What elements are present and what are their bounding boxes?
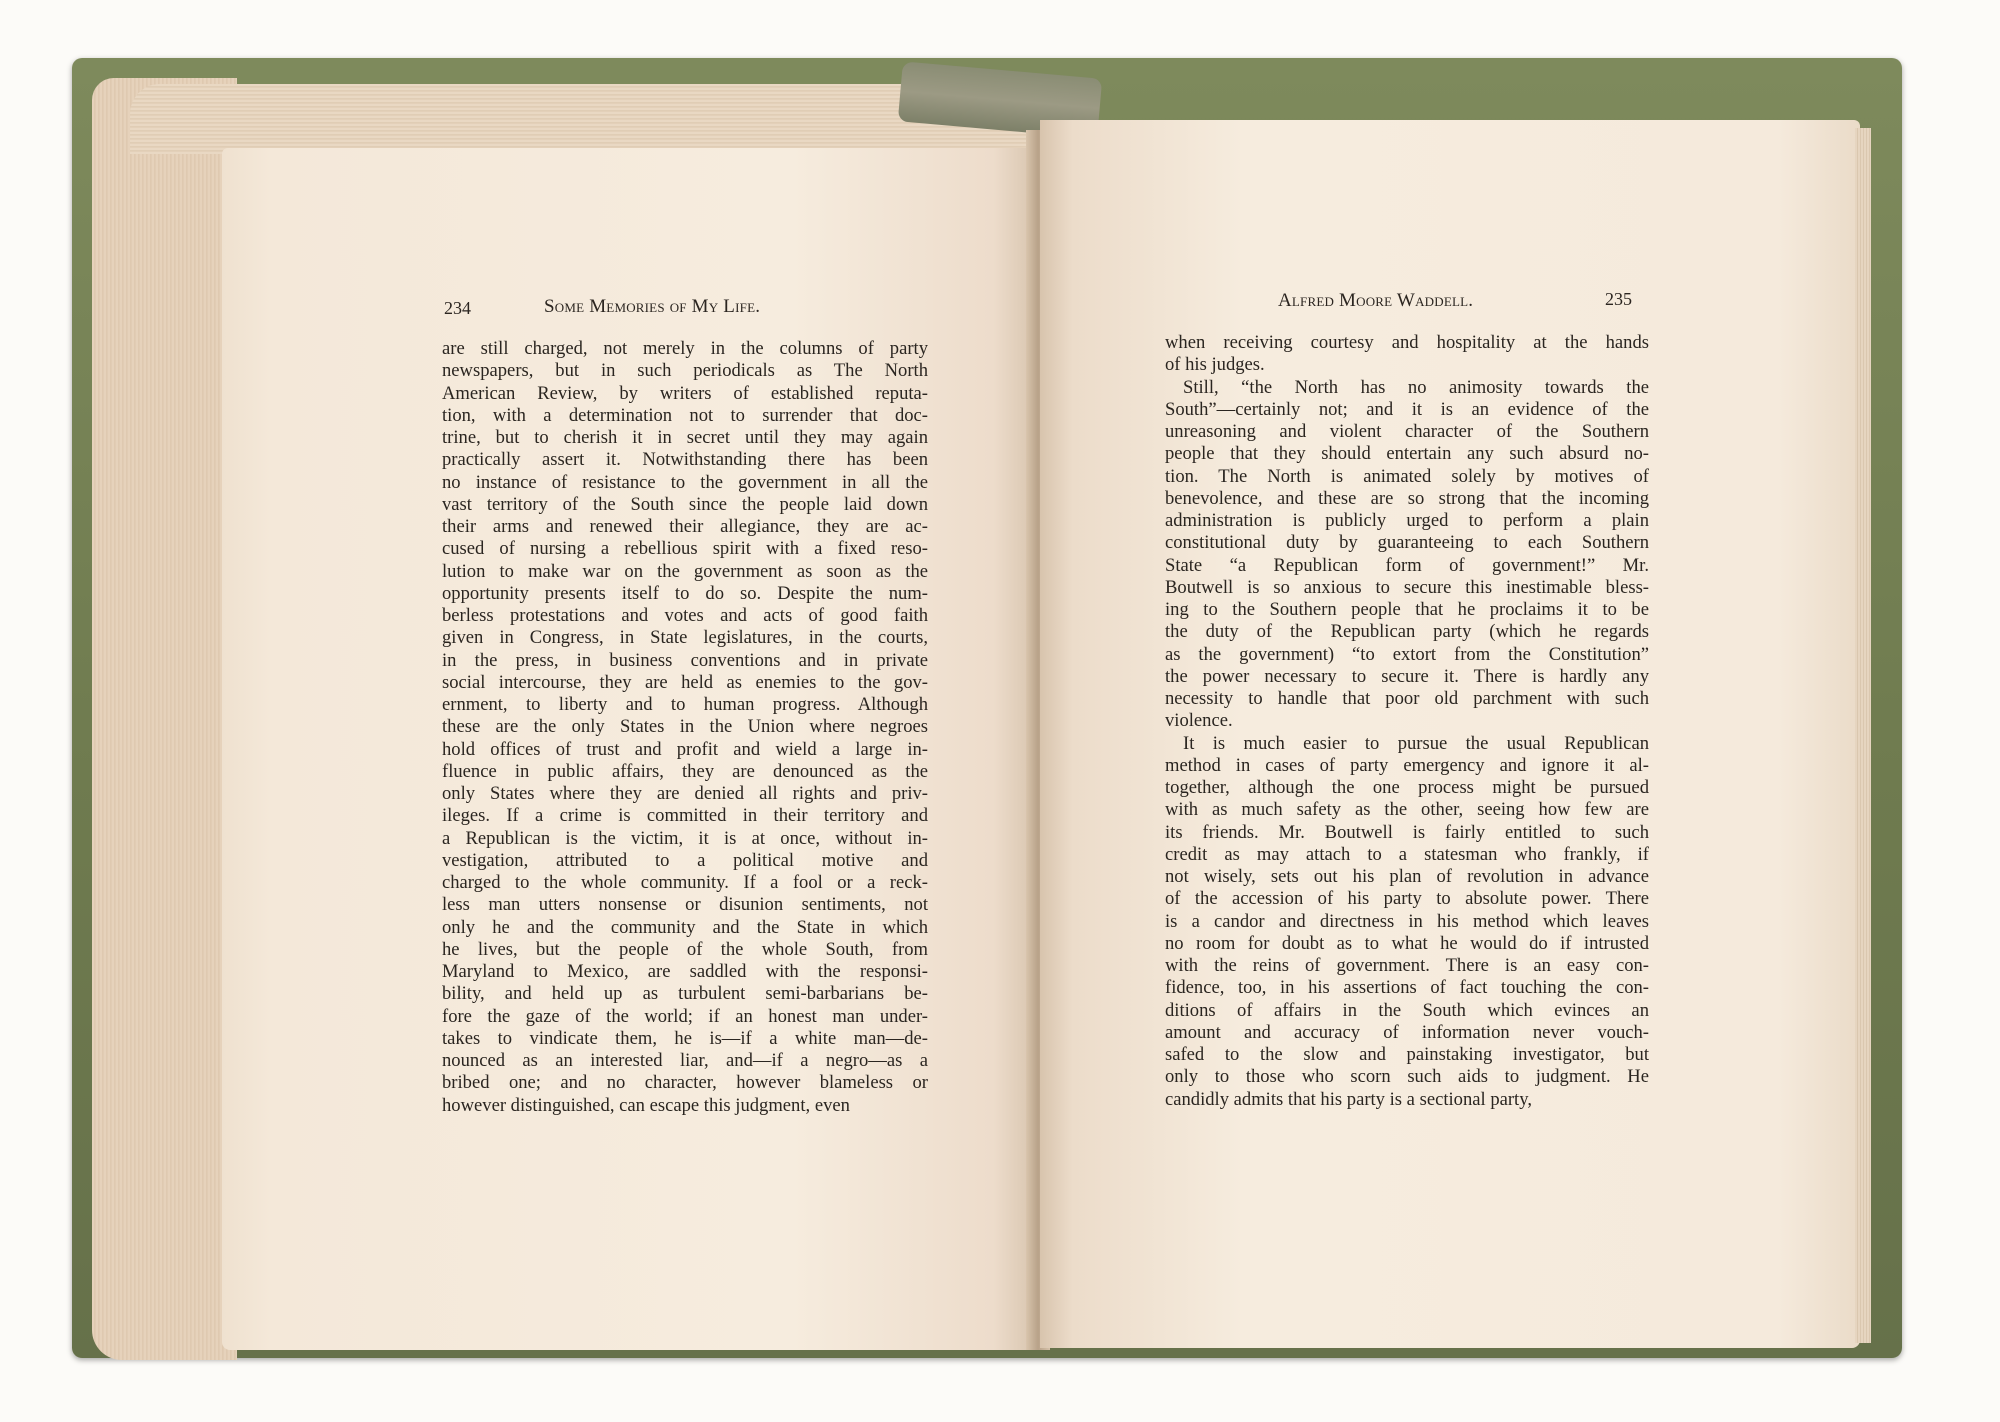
- text-line: credit as may attach to a statesman who frankly, if: [1165, 843, 1649, 865]
- text-line: when receiving courtesy and hospitality at the hands: [1165, 332, 1649, 353]
- text-line: only to those who scorn such aids to judgment. He: [1165, 1066, 1649, 1088]
- text-line: as the government) “to extort from the Constitution”: [1165, 643, 1649, 665]
- text-line: of his judges.: [1165, 354, 1265, 376]
- text-line: bribed one; and no character, however blameless or: [442, 1072, 928, 1094]
- text-line: Boutwell is so anxious to secure this inestimable bless-: [1165, 576, 1649, 598]
- text-line: their arms and renewed their allegiance, they are ac-: [442, 516, 928, 537]
- text-line: cused of nursing a rebellious spirit with a fixed reso-: [442, 538, 928, 560]
- text-line: American Review, by writers of established reputa-: [442, 382, 928, 404]
- text-line: with as much safety as the other, seeing how few are: [1165, 799, 1649, 821]
- text-line: charged to the whole community. If a fool or a reck-: [442, 872, 928, 893]
- text-line: no instance of resistance to the government in all the: [442, 471, 928, 493]
- text-line: ernment, to liberty and to human progress. Although: [442, 694, 928, 715]
- text-line: bility, and held up as turbulent semi-barbarians be-: [442, 983, 928, 1005]
- text-line: nounced as an interested liar, and—if a negro—as a: [442, 1050, 928, 1071]
- text-line: tion. The North is animated solely by motives of: [1165, 465, 1649, 487]
- text-line: berless protestations and votes and acts of good faith: [442, 605, 928, 626]
- text-line: candidly admits that his party is a sectional party,: [1165, 1088, 1532, 1110]
- text-line: the power necessary to secure it. There is hardly any: [1165, 665, 1649, 687]
- text-line: Still, “the North has no animosity towards the: [1183, 376, 1649, 398]
- right-page: [1040, 120, 1860, 1348]
- text-line: method in cases of party emergency and ignore it al-: [1165, 754, 1649, 776]
- text-line: hold offices of trust and profit and wield a large in-: [442, 738, 928, 760]
- text-line: vast territory of the South since the people laid down: [442, 493, 928, 515]
- text-line: constitutional duty by guaranteeing to each Southern: [1165, 532, 1649, 554]
- text-line: of the accession of his party to absolute power. There: [1165, 888, 1649, 910]
- text-line: people that they should entertain any such absurd no-: [1165, 443, 1649, 465]
- text-line: he lives, but the people of the whole South, from: [442, 938, 928, 960]
- text-line: a Republican is the victim, it is at once, without in-: [442, 827, 928, 849]
- text-line: violence.: [1165, 710, 1233, 732]
- text-line: however distinguished, can escape this judgment, even: [442, 1094, 850, 1116]
- text-line: no room for doubt as to what he would do if intrusted: [1165, 932, 1649, 954]
- text-line: practically assert it. Notwithstanding there has been: [442, 449, 928, 471]
- text-line: given in Congress, in State legislatures, in the courts,: [442, 627, 928, 649]
- text-line: are still charged, not merely in the columns of party: [442, 338, 928, 359]
- text-line: amount and accuracy of information never vouch-: [1165, 1021, 1649, 1043]
- left-running-header: Some Memories of My Life.: [544, 296, 761, 317]
- page-block-right-edge: [1855, 128, 1871, 1343]
- text-line: tion, with a determination not to surrender that doc-: [442, 404, 928, 426]
- text-line: fore the gaze of the world; if an honest man under-: [442, 1005, 928, 1027]
- text-line: vestigation, attributed to a political motive and: [442, 849, 928, 871]
- text-line: South”—certainly not; and it is an evidence of the: [1165, 398, 1649, 420]
- text-line: less man utters nonsense or disunion sentiments, not: [442, 894, 928, 916]
- text-line: with the reins of government. There is an easy con-: [1165, 955, 1649, 976]
- text-line: these are the only States in the Union where negroes: [442, 716, 928, 738]
- left-page-number: 234: [444, 298, 471, 318]
- text-line: together, although the one process might be pursued: [1165, 777, 1649, 798]
- text-line: is a candor and directness in his method which leaves: [1165, 910, 1649, 932]
- text-line: only he and the community and the State in which: [442, 916, 928, 938]
- page-block-edge: [92, 78, 237, 1360]
- text-line: not wisely, sets out his plan of revolution in advance: [1165, 866, 1649, 887]
- text-line: social intercourse, they are held as enemies to the gov-: [442, 671, 928, 693]
- text-line: administration is publicly urged to perform a plain: [1165, 510, 1649, 531]
- right-page-body: [1165, 332, 1649, 1111]
- right-running-header: Alfred Moore Waddell.: [1278, 290, 1474, 311]
- text-line: State “a Republican form of government!” Mr.: [1165, 554, 1649, 576]
- text-line: in the press, in business conventions and in private: [442, 649, 928, 671]
- text-line: unreasoning and violent character of the Southern: [1165, 421, 1649, 442]
- text-line: Maryland to Mexico, are saddled with the responsi-: [442, 961, 928, 982]
- text-line: ditions of affairs in the South which evinces an: [1165, 999, 1649, 1021]
- right-page-number: 235: [1605, 289, 1632, 309]
- text-line: its friends. Mr. Boutwell is fairly entitled to such: [1165, 821, 1649, 843]
- text-line: takes to vindicate them, he is—if a white man—de-: [442, 1027, 928, 1049]
- text-line: safed to the slow and painstaking investigator, but: [1165, 1044, 1649, 1065]
- text-line: benevolence, and these are so strong that the incoming: [1165, 487, 1649, 509]
- text-line: only States where they are denied all rights and priv-: [442, 783, 928, 804]
- text-line: fidence, too, in his assertions of fact touching the con-: [1165, 977, 1649, 999]
- text-line: It is much easier to pursue the usual Republican: [1183, 732, 1649, 754]
- text-line: fluence in public affairs, they are denounced as the: [442, 760, 928, 782]
- text-line: trine, but to cherish it in secret until they may again: [442, 427, 928, 448]
- text-line: ileges. If a crime is committed in their territory and: [442, 805, 928, 827]
- text-line: lution to make war on the government as soon as the: [442, 560, 928, 582]
- text-line: ing to the Southern people that he proclaims it to be: [1165, 599, 1649, 620]
- text-line: necessity to handle that poor old parchment with such: [1165, 688, 1649, 709]
- text-line: opportunity presents itself to do so. Despite the num-: [442, 582, 928, 604]
- left-page-body: [442, 338, 928, 1117]
- text-line: the duty of the Republican party (which he regards: [1165, 621, 1649, 643]
- text-line: newspapers, but in such periodicals as The North: [442, 360, 928, 382]
- left-page: [222, 148, 1034, 1350]
